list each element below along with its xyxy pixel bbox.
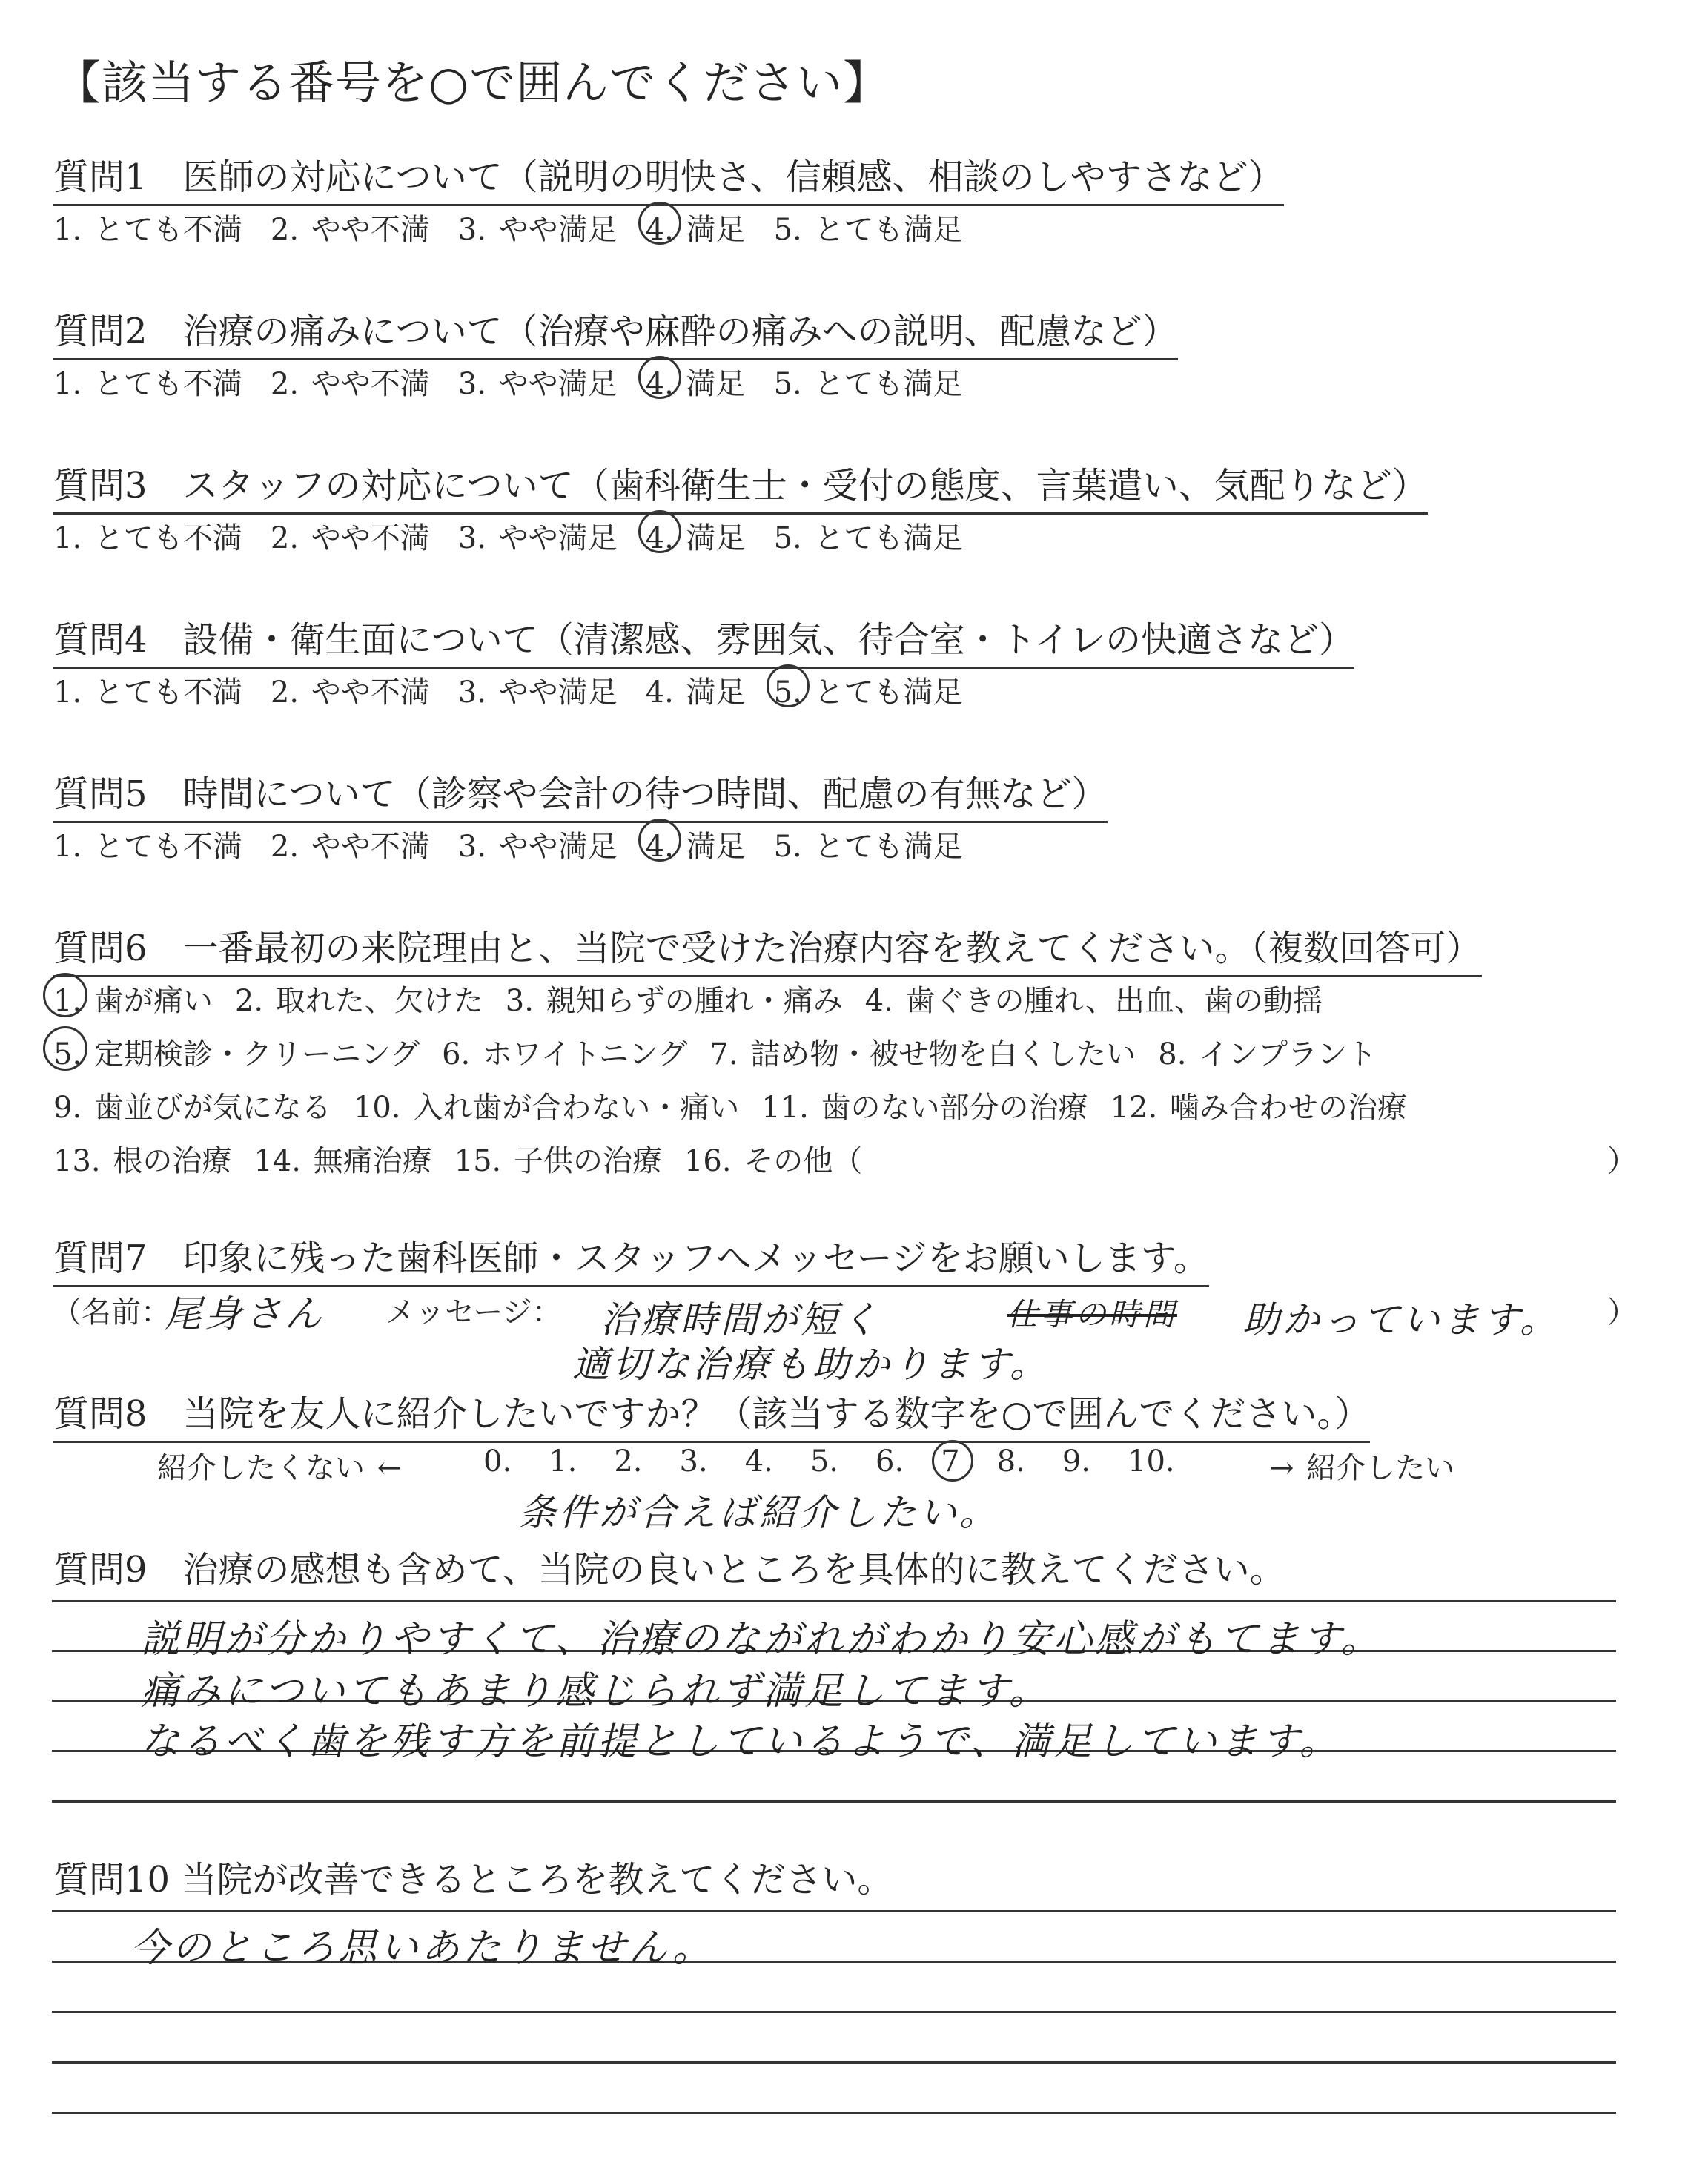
q2-option-4[interactable]: 4. 満足: [646, 360, 746, 403]
q6-option-16[interactable]: 16. その他（: [683, 1144, 863, 1178]
q2-option-3[interactable]: 3. やや満足: [457, 367, 618, 401]
q8-scale-3[interactable]: 3.: [679, 1444, 708, 1479]
q2-option-2[interactable]: 2. やや不満: [270, 367, 430, 401]
q1-options: [53, 206, 990, 248]
q2-label: 質問2 治療の痛みについて（治療や麻酔の痛みへの説明、配慮など）: [53, 303, 1178, 360]
q8-scale-row: [483, 1444, 1212, 1479]
q7-message-struck: 仕事の時間: [1007, 1296, 1178, 1332]
q8-scale-4[interactable]: 4.: [744, 1444, 773, 1479]
q8-scale-10[interactable]: 10.: [1128, 1444, 1175, 1479]
q7-message-line2: 適切な治療も助かります。: [572, 1343, 1050, 1386]
q9-line-3: なるべく歯を残す方を前提としているようで、満足しています。: [141, 1720, 1341, 1764]
q1-option-2[interactable]: 2. やや不満: [270, 213, 430, 247]
q6-option-6[interactable]: 6. ホワイトニング: [442, 1037, 688, 1071]
selection-circle: [638, 819, 681, 862]
q4-options: [53, 669, 990, 711]
q1-label: 質問1 医師の対応について（説明の明快さ、信頼感、相談のしやすさなど）: [53, 148, 1284, 206]
q3-option-1[interactable]: 1. とても不満: [53, 521, 242, 555]
q5-label: 質問5 時間について（診察や会計の待つ時間、配慮の有無など）: [53, 765, 1108, 823]
q1-option-5[interactable]: 5. とても満足: [773, 213, 963, 247]
q6-option-15[interactable]: 15. 子供の治療: [454, 1144, 662, 1178]
selection-circle: [638, 202, 681, 245]
q4-option-1[interactable]: 1. とても不満: [53, 676, 242, 710]
q6-option-3[interactable]: 3. 親知らずの腫れ・痛み: [505, 984, 843, 1018]
q6-option-7[interactable]: 7. 詰め物・被せ物を白くしたい: [709, 1037, 1136, 1071]
q6-label: 質問6 一番最初の来院理由と、当院で受けた治療内容を教えてください。（複数回答可）: [53, 919, 1482, 977]
q6-option-9[interactable]: 9. 歯並びが気になる: [53, 1091, 331, 1125]
q8-left-label: 紹介したくない ←: [157, 1451, 403, 1485]
q5-option-3[interactable]: 3. やや満足: [457, 830, 618, 864]
q8-scale-2[interactable]: 2.: [614, 1444, 643, 1479]
q5-option-2[interactable]: 2. やや不満: [270, 830, 430, 864]
q6-option-1[interactable]: 1. 歯が痛い: [53, 977, 213, 1020]
q10-rule-3: [52, 2011, 1616, 2013]
selection-circle: [932, 1440, 973, 1482]
q1-option-4[interactable]: 4. 満足: [646, 206, 746, 248]
q5-option-5[interactable]: 5. とても満足: [773, 830, 963, 864]
selection-circle: [767, 664, 810, 707]
selection-circle: [638, 356, 681, 399]
q6-option-11[interactable]: 11. 歯のない部分の治療: [761, 1091, 1088, 1125]
q10-label: 質問10 当院が改善できるところを教えてください。: [53, 1859, 893, 1900]
q6-row-1: [53, 977, 1345, 1020]
q6-row-4: [53, 1137, 884, 1180]
q3-option-5[interactable]: 5. とても満足: [773, 521, 963, 555]
q7-message-label: メッセージ：: [385, 1295, 562, 1330]
q5-options: [53, 823, 990, 865]
q7-message-line1: 治療時間が短く: [600, 1298, 881, 1341]
q6-option-13[interactable]: 13. 根の治療: [53, 1144, 232, 1178]
q8-label: 質問8 当院を友人に紹介したいですか？（該当する数字を○で囲んでください。）: [53, 1385, 1370, 1443]
q6-row-2: [53, 1031, 1399, 1073]
q2-options: [53, 360, 990, 403]
q4-label: 質問4 設備・衛生面について（清潔感、雰囲気、待合室・トイレの快適さなど）: [53, 611, 1354, 669]
q9-rule-5: [52, 1800, 1616, 1803]
q8-handwritten: 条件が合えば紹介したい。: [519, 1491, 999, 1534]
q9-label: 質問9 治療の感想も含めて、当院の良いところを具体的に教えてください。: [53, 1549, 1285, 1591]
q8-scale-6[interactable]: 6.: [875, 1444, 904, 1479]
q7-label: 質問7 印象に残った歯科医師・スタッフへメッセージをお願いします。: [53, 1229, 1209, 1287]
q3-option-4[interactable]: 4. 満足: [646, 515, 746, 557]
q10-line-1: 今のところ思いあたりません。: [130, 1926, 715, 1970]
q7-name-value: 尾身さん: [165, 1292, 325, 1335]
q5-option-1[interactable]: 1. とても不満: [53, 830, 242, 864]
q3-option-3[interactable]: 3. やや満足: [457, 521, 618, 555]
q6-option-12[interactable]: 12. 噛み合わせの治療: [1110, 1091, 1407, 1125]
q4-option-4[interactable]: 4. 満足: [645, 676, 746, 710]
form-title: 【該当する番号を○で囲んでください】: [55, 56, 890, 110]
q1-option-1[interactable]: 1. とても不満: [53, 213, 242, 247]
q10-rule-1: [52, 1910, 1616, 1912]
q7-close-paren: ）: [1607, 1295, 1637, 1330]
q4-option-3[interactable]: 3. やや満足: [457, 676, 618, 710]
q6-option-8[interactable]: 8. インプラント: [1158, 1037, 1377, 1071]
q3-option-2[interactable]: 2. やや不満: [270, 521, 430, 555]
q6-row-3: [53, 1084, 1429, 1126]
q8-scale-0[interactable]: 0.: [483, 1444, 512, 1479]
q3-options: [53, 515, 990, 557]
q6-option-4[interactable]: 4. 歯ぐきの腫れ、出血、歯の動揺: [864, 984, 1323, 1018]
selection-circle: [43, 973, 87, 1017]
q9-rule-1: [52, 1600, 1616, 1602]
q8-scale-1[interactable]: 1.: [549, 1444, 577, 1479]
q2-option-1[interactable]: 1. とても不満: [53, 367, 242, 401]
q8-scale-5[interactable]: 5.: [810, 1444, 839, 1479]
selection-circle: [43, 1026, 87, 1071]
q7-message-line1-end: 助かっています。: [1242, 1298, 1560, 1341]
q6-option-5[interactable]: 5. 定期検診・クリーニング: [53, 1031, 420, 1073]
q8-right-label: → 紹介したい: [1269, 1451, 1455, 1485]
q8-scale-7[interactable]: 7: [941, 1444, 959, 1479]
q8-scale-8[interactable]: 8.: [996, 1444, 1025, 1479]
q4-option-5[interactable]: 5. とても満足: [774, 669, 963, 711]
q5-option-4[interactable]: 4. 満足: [646, 823, 746, 865]
q8-scale-9[interactable]: 9.: [1062, 1444, 1090, 1479]
q3-label: 質問3 スタッフの対応について（歯科衛生士・受付の態度、言葉遣い、気配りなど）: [53, 457, 1428, 515]
q6-close-paren: ）: [1607, 1144, 1637, 1178]
q2-option-5[interactable]: 5. とても満足: [773, 367, 963, 401]
q4-option-2[interactable]: 2. やや不満: [270, 676, 430, 710]
q6-option-14[interactable]: 14. 無痛治療: [254, 1144, 432, 1178]
q1-option-3[interactable]: 3. やや満足: [457, 213, 618, 247]
selection-circle: [638, 510, 681, 553]
q10-rule-5: [52, 2112, 1616, 2114]
q6-option-2[interactable]: 2. 取れた、欠けた: [234, 984, 483, 1018]
q7-name-label: （名前：: [52, 1295, 171, 1330]
q9-line-2: 痛みについてもあまり感じられず満足してます。: [141, 1669, 1050, 1714]
q10-rule-4: [52, 2061, 1616, 2064]
q6-option-10[interactable]: 10. 入れ歯が合わない・痛い: [353, 1091, 740, 1125]
q9-line-1: 説明が分かりやすくて、治療のながれがわかり安心感がもてます。: [141, 1617, 1383, 1662]
